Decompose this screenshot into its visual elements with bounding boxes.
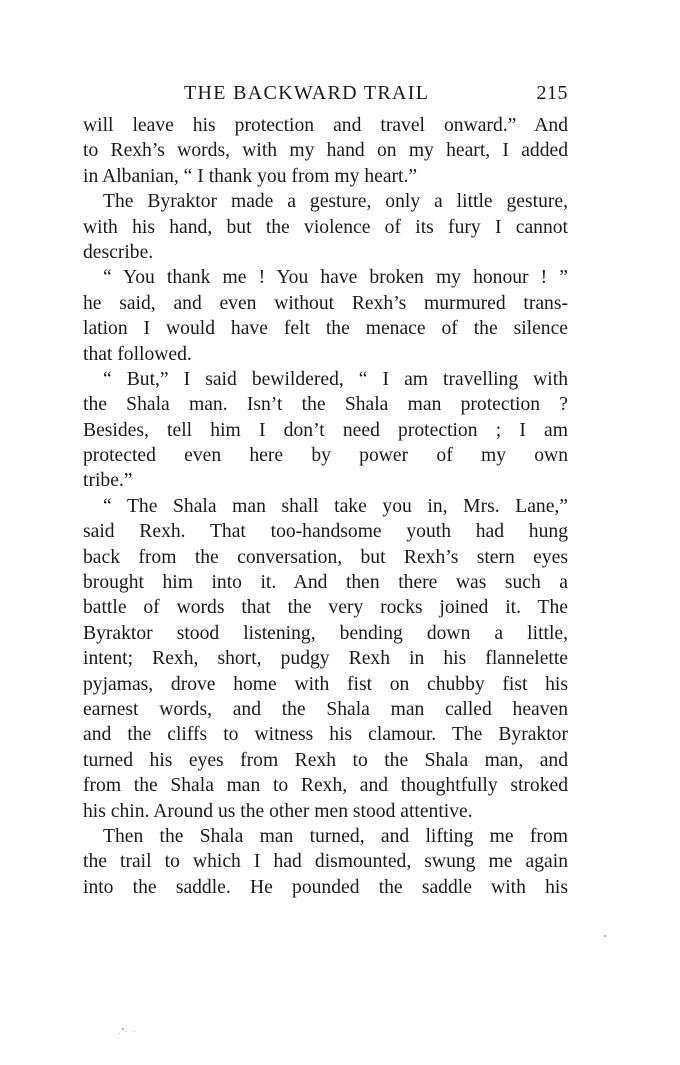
text-line xyxy=(83,748,568,773)
scan-speck xyxy=(125,1031,126,1032)
text-line xyxy=(83,443,568,468)
text-line-content: Besides, tell him I don’t need protection ; I am xyxy=(83,419,568,441)
text-line-content: from the Shala man to Rexh, and thoughtfully stroked xyxy=(83,775,568,797)
text-line xyxy=(83,494,568,519)
text-line-content: tribe.” xyxy=(83,470,133,492)
text-line-content: earnest words, and the Shala man called heaven xyxy=(83,698,568,720)
scan-speck xyxy=(134,1031,135,1032)
text-line-content: back from the conversation, but Rexh’s stern eyes xyxy=(83,546,568,568)
text-line xyxy=(83,875,568,900)
text-line xyxy=(83,113,568,138)
text-line-content: and the cliffs to witness his clamour. The Byraktor xyxy=(83,724,568,746)
text-line xyxy=(83,265,568,290)
text-line xyxy=(83,646,568,671)
text-line-content: “ But,” I said bewildered, “ I am travelling with xyxy=(103,368,568,390)
text-line-content: The Byraktor made a gesture, only a little gesture, xyxy=(103,191,568,213)
text-line-content: Byraktor stood listening, bending down a little, xyxy=(83,622,568,644)
body-text xyxy=(83,113,568,900)
scan-speck xyxy=(604,935,606,937)
text-line xyxy=(83,697,568,722)
text-line xyxy=(83,621,568,646)
scan-speck xyxy=(122,1028,124,1030)
text-line-content: battle of words that the very rocks joined it. The xyxy=(83,597,568,619)
text-line xyxy=(83,392,568,417)
text-line-content: pyjamas, drove home with fist on chubby fist his xyxy=(83,673,568,695)
text-line-content: he said, and even without Rexh’s murmured trans- xyxy=(83,292,568,314)
text-line xyxy=(83,773,568,798)
text-line xyxy=(83,849,568,874)
text-line-content: said Rexh. That too-handsome youth had hung xyxy=(83,521,568,543)
text-line-content: turned his eyes from Rexh to the Shala man, and xyxy=(83,749,568,771)
text-line-content: with his hand, but the violence of its fury I cannot xyxy=(83,216,568,238)
text-line xyxy=(83,418,568,443)
text-line-content: that followed. xyxy=(83,343,192,365)
page-number: 215 xyxy=(536,82,568,104)
text-line-content: the trail to which I had dismounted, swung me again xyxy=(83,851,568,873)
text-line-content: into the saddle. He pounded the saddle with his xyxy=(83,876,568,898)
text-line-content: brought him into it. And then there was such a xyxy=(83,572,568,594)
text-line xyxy=(83,189,568,214)
text-line xyxy=(83,722,568,747)
text-line-content: will leave his protection and travel onward.” And xyxy=(83,115,568,136)
text-line xyxy=(83,291,568,316)
text-line xyxy=(83,824,568,849)
text-line-content: “ The Shala man shall take you in, Mrs. Lane,” xyxy=(103,495,568,517)
text-line xyxy=(83,595,568,620)
text-line xyxy=(83,672,568,697)
text-line xyxy=(83,367,568,392)
text-line xyxy=(83,138,568,163)
text-line-content: lation I would have felt the menace of the silence xyxy=(83,318,568,340)
text-line-content: intent; Rexh, short, pudgy Rexh in his flannelette xyxy=(83,648,568,670)
text-line xyxy=(83,240,568,265)
text-line xyxy=(83,342,568,367)
text-line-content: the Shala man. Isn’t the Shala man protection ? xyxy=(83,394,568,416)
text-line-content: to Rexh’s words, with my hand on my heart, I added xyxy=(83,140,568,162)
text-line-content: his chin. Around us the other men stood attentive. xyxy=(83,800,473,822)
text-line xyxy=(83,468,568,493)
text-line xyxy=(83,519,568,544)
text-line xyxy=(83,215,568,240)
running-head xyxy=(83,80,568,106)
text-line xyxy=(83,799,568,824)
text-line-content: “ You thank me ! You have broken my honour ! ” xyxy=(103,267,568,289)
text-line xyxy=(83,316,568,341)
running-title: THE BACKWARD TRAIL xyxy=(184,82,430,104)
text-line xyxy=(83,570,568,595)
text-line xyxy=(83,164,568,189)
text-line-content: protected even here by power of my own xyxy=(83,445,568,467)
text-line xyxy=(83,545,568,570)
text-line-content: describe. xyxy=(83,241,154,263)
text-line-content: in Albanian, “ I thank you from my heart.” xyxy=(83,165,418,187)
text-line-content: Then the Shala man turned, and lifting me from xyxy=(103,825,568,847)
scan-speck xyxy=(119,1033,120,1034)
